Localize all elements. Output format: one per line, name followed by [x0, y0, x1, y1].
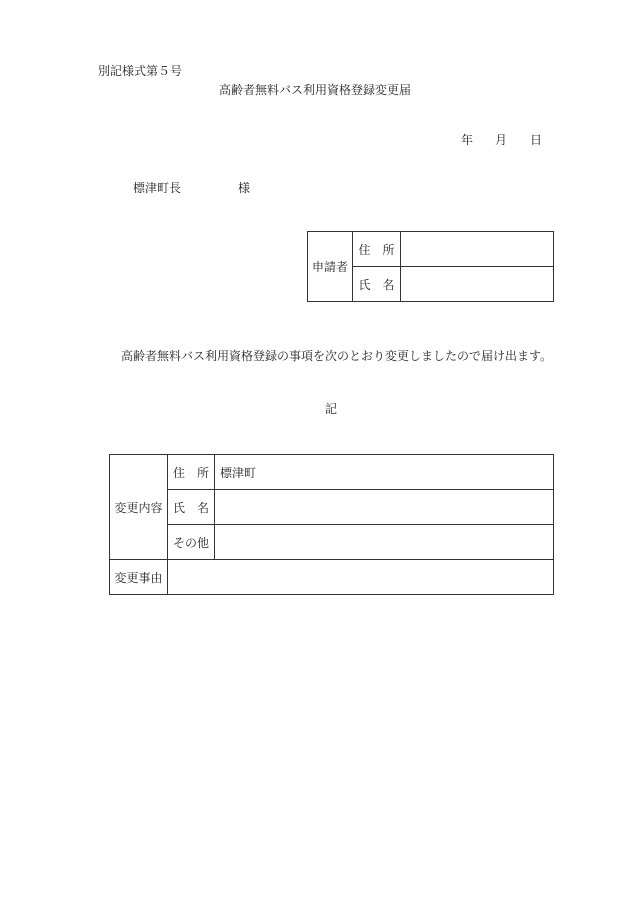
- applicant-address-field[interactable]: [401, 232, 554, 267]
- applicant-address-label: 住 所: [353, 232, 401, 267]
- ki-heading: 記: [324, 402, 337, 416]
- form-style-number: 別記様式第５号: [98, 64, 183, 78]
- changes-name-label: 氏 名: [168, 490, 215, 525]
- applicant-table: [307, 231, 554, 302]
- changes-reason-field[interactable]: [168, 560, 554, 595]
- date-year-label: 年: [461, 133, 474, 147]
- addressee-name: 標津町長: [133, 181, 182, 195]
- changes-address-label: 住 所: [168, 455, 215, 490]
- applicant-name-label: 氏 名: [353, 267, 401, 302]
- applicant-label: 申請者: [308, 232, 353, 302]
- changes-table: [109, 454, 554, 595]
- changes-name-field[interactable]: [215, 490, 554, 525]
- form-title: 高齢者無料バス利用資格登録変更届: [218, 83, 411, 97]
- statement-text: 高齢者無料バス利用資格登録の事項を次のとおり変更しましたので届け出ます。: [121, 349, 553, 363]
- changes-other-label: その他: [168, 525, 215, 560]
- date-month-label: 月: [495, 133, 508, 147]
- addressee-honorific: 様: [238, 181, 251, 195]
- applicant-name-field[interactable]: [401, 267, 554, 302]
- date-day-label: 日: [530, 133, 543, 147]
- changes-other-field[interactable]: [215, 525, 554, 560]
- changes-reason-label: 変更事由: [110, 560, 168, 595]
- changes-group-label: 変更内容: [110, 455, 168, 560]
- changes-address-field[interactable]: 標津町: [215, 455, 554, 490]
